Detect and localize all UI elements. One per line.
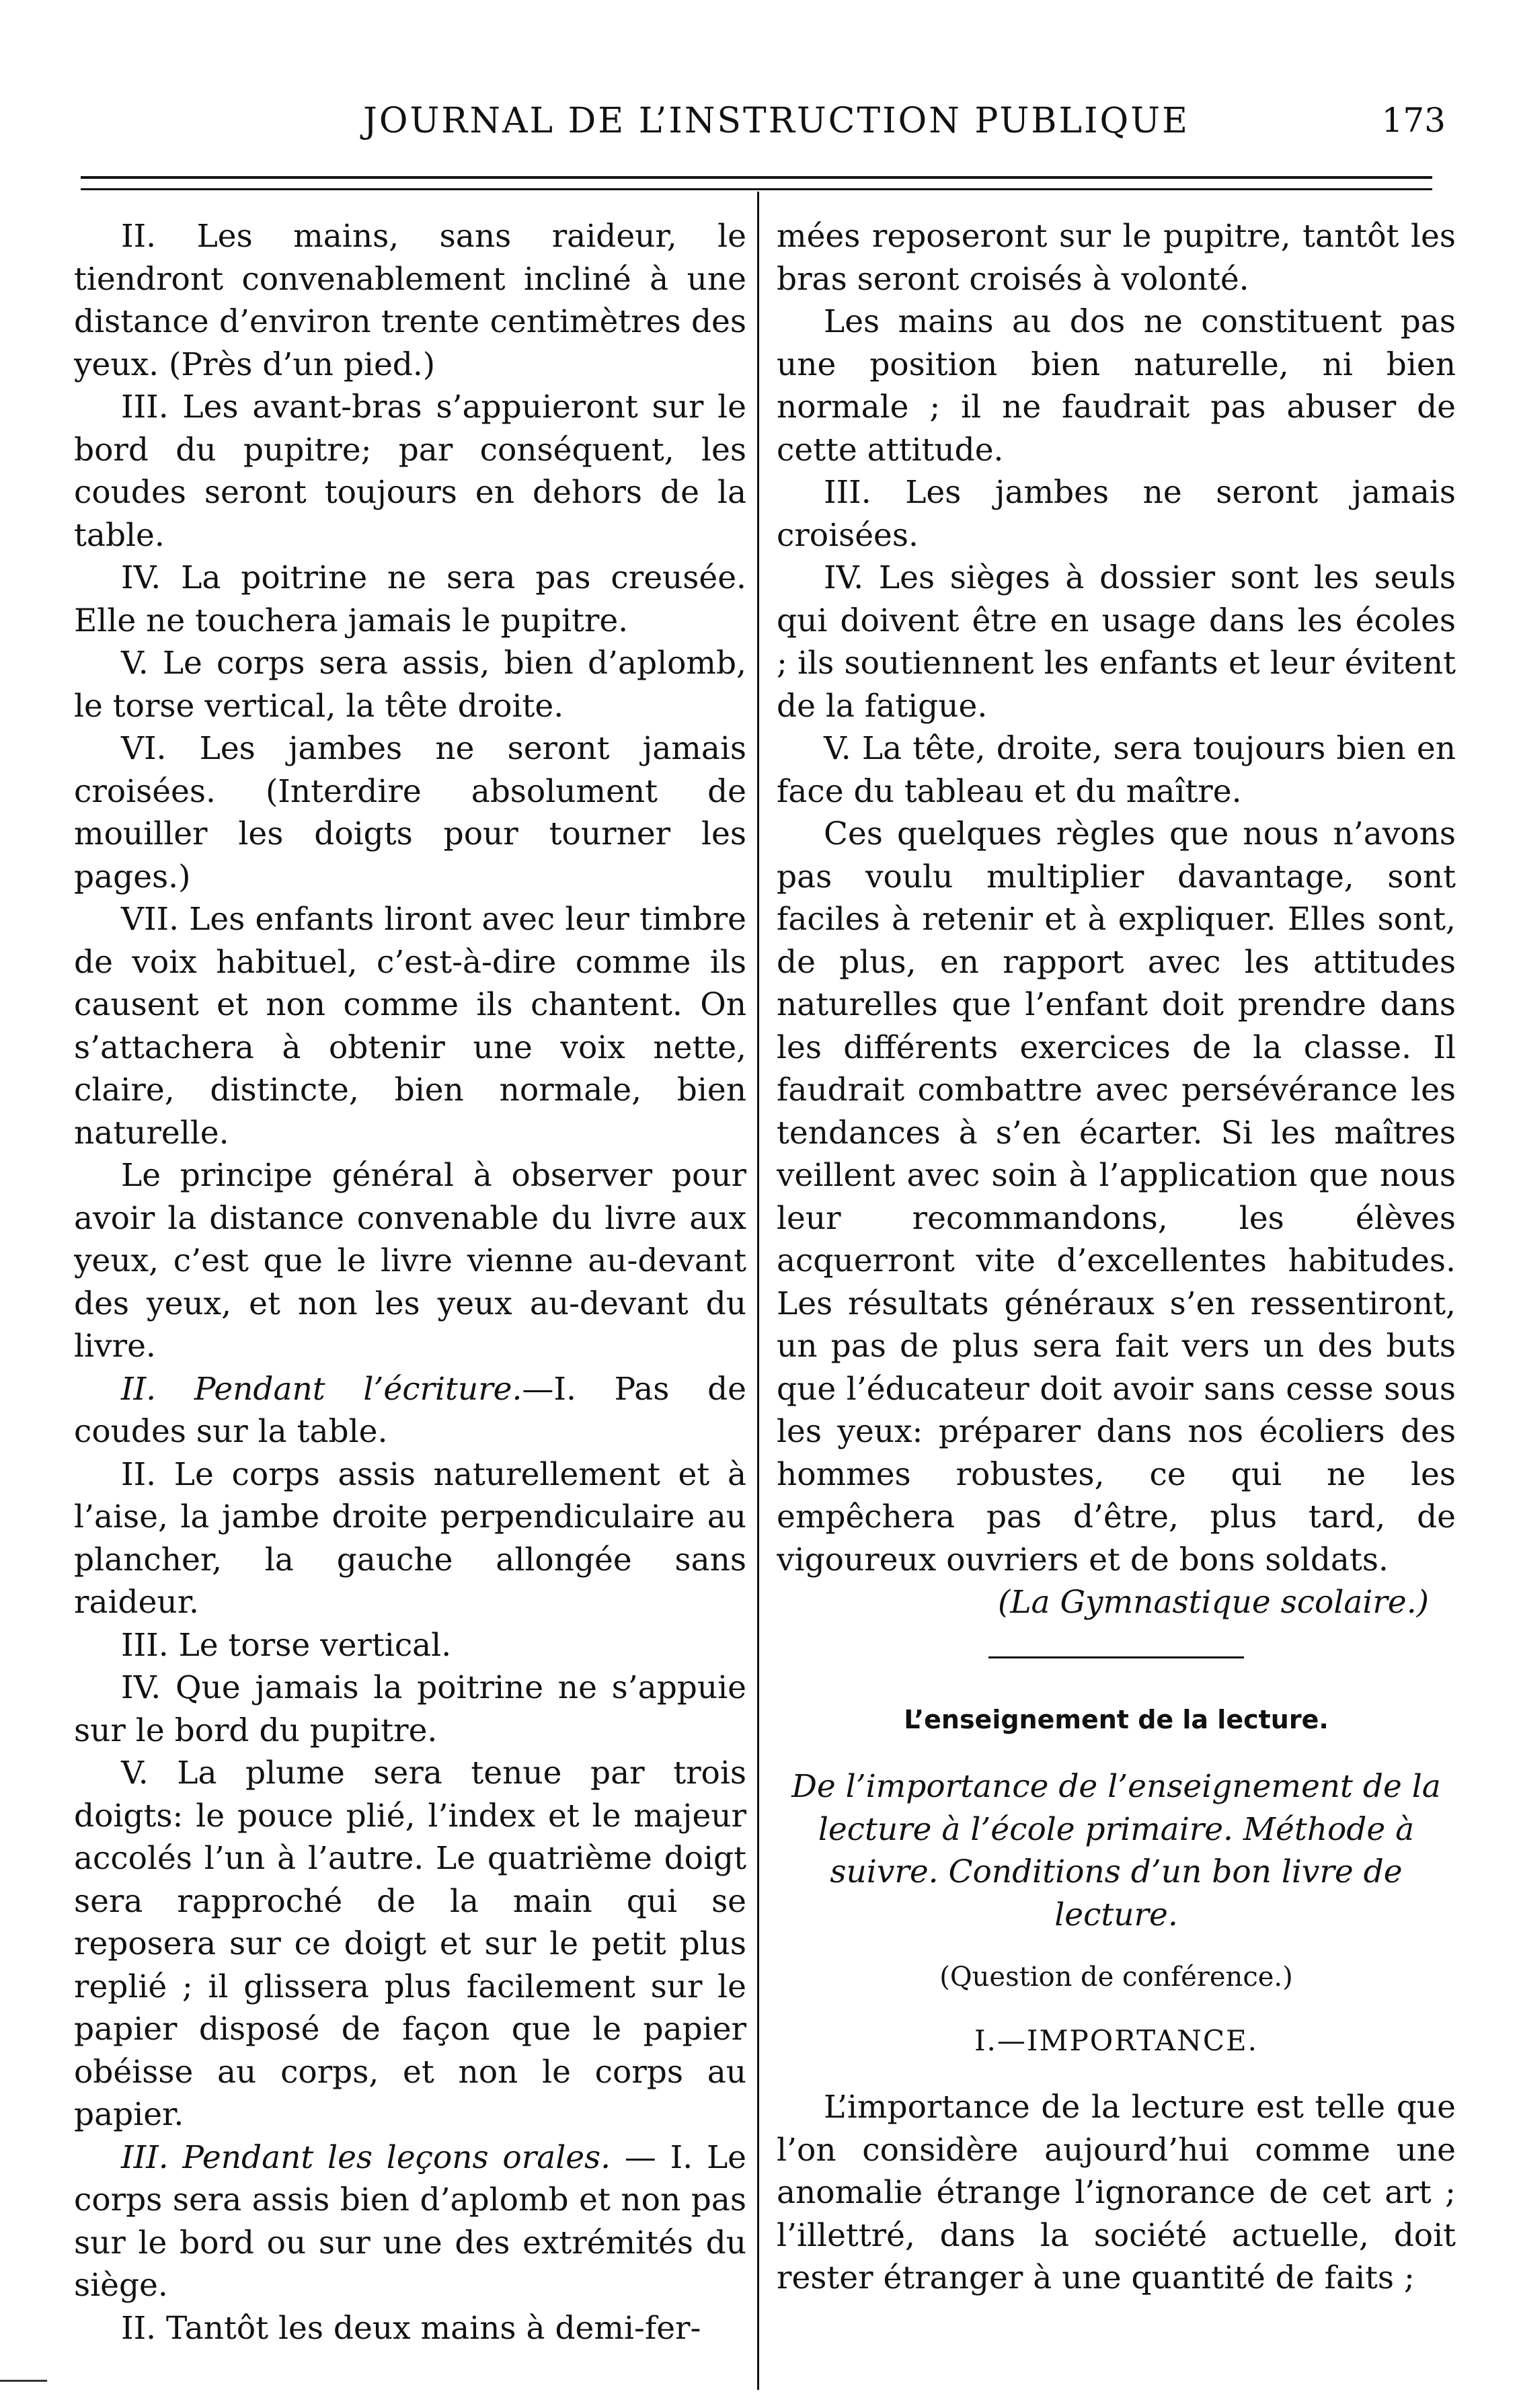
section-title: L’enseignement de la lecture.: [904, 1704, 1329, 1734]
section-separator: [988, 1656, 1244, 1658]
paragraph: IV. La poitrine ne sera pas creusée. Elle ne touchera jamais le pupitre.: [74, 559, 746, 639]
header-rule-bottom: [81, 188, 1432, 190]
paragraph: III. Les jambes ne seront jamais croisées.: [777, 474, 1456, 554]
paragraph-lead: II. Pendant l’écriture.: [121, 1370, 522, 1408]
paragraph: VII. Les enfants liront avec leur timbre de voix habituel, c’est-à-dire comme ils causent et non comme ils chantent. On s’attachera à obtenir une voix nette, claire, distincte, bien normale, bien naturelle.: [74, 901, 746, 1152]
page-number: 173: [1381, 101, 1446, 140]
paragraph: II. Les mains, sans raideur, le tiendront convenablement incliné à une distance d’environ trente centimètres des yeux. (Près d’un pied.): [74, 218, 746, 383]
paragraph: VI. Les jambes ne seront jamais croisées. (Interdire absolument de mouiller les doigts pour tourner les pages.): [74, 730, 746, 895]
paragraph: V. La tête, droite, sera toujours bien en face du tableau et du maître.: [777, 730, 1456, 810]
citation: (La Gymnastique scolaire.): [998, 1584, 1429, 1621]
paragraph-text: — I. Le corps sera assis bien d’aplomb et non pas sur le bord ou sur une des extrémités du siège.: [74, 2138, 746, 2304]
paragraph-text: —I. Pas de coudes sur la table.: [74, 1370, 746, 1450]
paragraph: IV. Les sièges à dossier sont les seuls qui doivent être en usage dans les écoles ; ils soutiennent les enfants et leur évitent de la fatigue.: [777, 559, 1456, 725]
journal-title: JOURNAL DE L’INSTRUCTION PUBLIQUE: [363, 101, 1190, 141]
paragraph: Le principe général à observer pour avoir la distance convenable du livre aux yeux, c’est que le livre vienne au-devant des yeux, et non les yeux au-devant du livre.: [74, 1157, 746, 1365]
paragraph: [74, 1368, 746, 1453]
paragraph: [74, 2136, 746, 2307]
right-column-body-after: [777, 2086, 1456, 2300]
section-subtitle: De l’importance de l’enseignement de la lecture à l’école primaire. Méthode à suivre. Conditions d’un bon livre de lecture.: [791, 1768, 1441, 1933]
left-column: [74, 215, 746, 2380]
paragraph-lead: III. Pendant les leçons orales.: [121, 2138, 611, 2176]
header-rule-top: [81, 176, 1432, 179]
paragraph: mées reposeront sur le pupitre, tantôt les bras seront croisés à volonté.: [777, 218, 1456, 298]
paragraph: II. Tantôt les deux mains à demi-fer-: [121, 2309, 701, 2347]
paragraph: Ces quelques règles que nous n’avons pas voulu multiplier davantage, sont faciles à retenir et à expliquer. Elles sont, de plus, en rapport avec les attitudes naturelles que l’enfant doit prendre dans les différents exercices de la classe. Il faudrait combattre avec persévérance les tendances à s’en écarter. Si les maîtres veillent avec soin à l’application que nous leur recommandons, les élèves acquerront vite d’excellentes habitudes. Les résultats généraux s’en ressentiront, un pas de plus sera fait vers un des buts que l’éducateur doit avoir sans cesse sous les yeux: préparer dans nos écoliers des hommes robustes, ce qui ne les empêchera pas d’être, plus tard, de vigoureux ouvriers et de bons soldats.: [777, 815, 1456, 1578]
column-divider: [757, 192, 759, 2390]
paragraph: IV. Que jamais la poitrine ne s’appuie sur le bord du pupitre.: [74, 1669, 746, 1749]
right-column-body: [777, 215, 1456, 1581]
paragraph: III. Le torse vertical.: [121, 1626, 452, 1664]
right-column: [777, 215, 1456, 2380]
paragraph: III. Les avant-bras s’appuieront sur le bord du pupitre; par conséquent, les coudes seront toujours en dehors de la table.: [74, 389, 746, 554]
paragraph: V. Le corps sera assis, bien d’aplomb, le torse vertical, la tête droite.: [74, 645, 746, 725]
footer-mark: [0, 2380, 47, 2382]
running-header: [74, 101, 1446, 161]
paragraph: L’importance de la lecture est telle que l’on considère aujourd’hui comme une anomalie étrange l’ignorance de cet art ; l’illettré, dans la société actuelle, doit rester étranger à une quantité de faits ;: [777, 2089, 1456, 2296]
paragraph: II. Le corps assis naturellement et à l’aise, la jambe droite perpendiculaire au plancher, la gauche allongée sans raideur.: [74, 1455, 746, 1621]
question-note: (Question de conférence.): [939, 1962, 1293, 1993]
paragraph: V. La plume sera tenue par trois doigts: le pouce plié, l’index et le majeur accolés l’un à l’autre. Le quatrième doigt sera rapproché de la main qui se reposera sur ce doigt et sur le petit plus replié ; il glissera plus facilement sur le papier disposé de façon que le papier obéisse au corps, et non le corps au papier.: [74, 1755, 746, 2133]
paragraph: Les mains au dos ne constituent pas une position bien naturelle, ni bien normale ; il ne faudrait pas abuser de cette attitude.: [777, 303, 1456, 469]
part-heading: I.—IMPORTANCE.: [974, 2023, 1259, 2057]
